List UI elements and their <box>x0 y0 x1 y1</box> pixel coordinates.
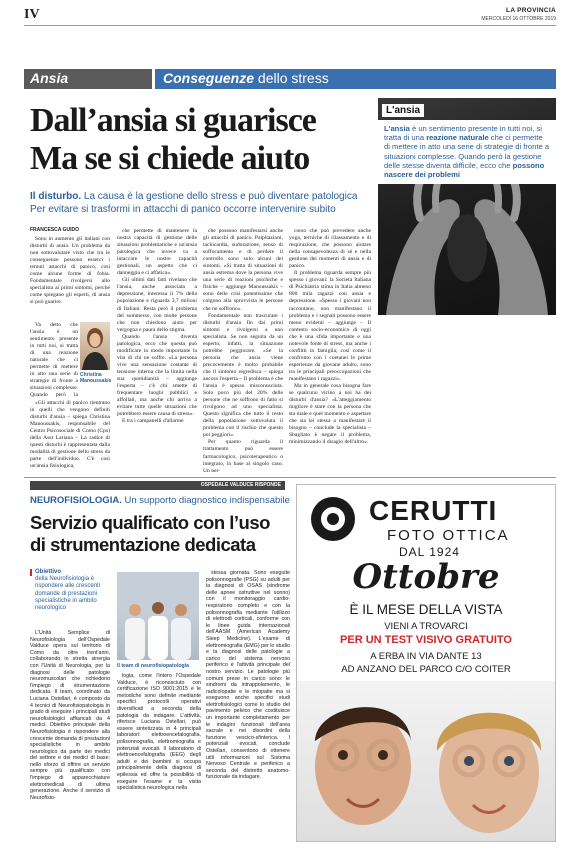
cerutti-ad[interactable] <box>296 484 556 842</box>
section-tag <box>155 69 556 89</box>
second-text: logia, come l'intero l'Ospedale Valduce, è riconosciuto con certificazione ISO 9001:2015 e le metodiche sono definite mediante specifici protocolli operativi diversificati a seconda della patologia da indagare. L'attività, riferisce Luciana Ostellari, può essere sintetizzata in 4 principali laboratori: elettroencefalografia, polisonnografia, elettromiografia e potenziali evocati. Il laboratorio di elettroencefalografia (EEG) degli adulti e dei bambini si occupa principalmente della diagnosi di epilessia ed offre la possibilità di eseguire l'esame e la visita specialistica neurologica nella <box>117 673 201 792</box>
team-illustration <box>117 572 199 660</box>
article-text: Il problema riguarda sempre più spesso i giovani: la Società Italiana di Psichiatria stima in Italia almeno 800 mila ragazzi con ansia e depressione. «Spesso i giovani non raccontano, non manifestano il problema e i segnali possono essere meno evidenti – aggiunge – Il contesto socio-economico di oggi che è una sfida importante e una notevole fonte di stress, ma anche i conflitti in famiglia, così come il confronto con i coetanei le prime esperienze da giovane adulto, sono tra le principali preoccupazioni che manifestano i ragazzi». <box>289 270 371 382</box>
portrait-illustration <box>80 322 110 370</box>
team-photo <box>117 572 199 660</box>
box-bold-2: possono nascere dei problemi <box>384 160 545 180</box>
page-number: IV <box>24 7 40 22</box>
section-bar <box>24 69 556 89</box>
faces-illustration <box>297 681 555 842</box>
subhead-line-1: La causa è la gestione dello stress e può diventare patologica <box>83 191 358 202</box>
section-tag-light: dello stress <box>257 70 329 86</box>
second-column-3 <box>206 570 290 842</box>
ad-address-2: AD ANZANO DEL PARCO C/O COITER <box>341 664 511 675</box>
second-column-2 <box>117 673 201 842</box>
second-text: stessa giornata. Sono eseguite polisonnografie (PSG) su adulti per la diagnosi di OSAS (sindrome delle apnee ostruttive nel sonno) con il monitoraggio cardio-respiratorio completo e con la polisonnografia mediante l'utilizzo di elettrodi corticali, conforme con le linee guida internazionali dell'AASM (American Academy Sleep Medicine). L'esame di elettromiografia (EMG) per lo studio e la diagnosi delle patologie a carico del sistema nervoso periferico è l'attività principale del nostro servizio. Le patologie più comuni prese in carico sono: le sindromi da intrappolamento, le radicolopatie e le miopatie ma si eseguono anche specifici studi elettrofisiologici come lo studio del pavimento pelvico che costituisce un importante completamento per le indagini funzionali dell'area sacrale e nei disordini della funzione vescico-sfinterica. I potenziali evocati, conclude Ostellari, consentono di ottenere utili informazioni sul Sistema Nervoso Centrale e periferico a seconda del distretto anatomo-funzionale da indagare. <box>206 570 290 781</box>
headline-line-2: Ma se si chiede aiuto <box>30 140 310 177</box>
issue-date: MERCOLEDÌ 16 OTTOBRE 2019 <box>481 16 556 22</box>
second-title-line-1: Servizio qualificato con l’uso <box>30 512 270 533</box>
headline-line-1: Dall’ansia si guarisce <box>30 102 316 139</box>
article-text: che permette di mantenere la nostra capacità di gestione delle situazioni problematiche e un'ansia patologica che invece va a intaccare le nostre capacità gestionali, un aspetto che ci danneggia e ci affatica». <box>117 228 197 277</box>
ad-offer: PER UN TEST VISIVO GRATUITO <box>340 634 512 646</box>
article-column-1b <box>30 322 78 400</box>
second-text: L'Unità Semplice di Neurofisiologia dell'Ospedale Valduce opera sul territorio di Como da oltre trent'anni, collaborando in stretta sinergia con l'Unità di Neurologia, per la diagnosi delle patologie neuromuscolari che richiedono l'impiego di strumentazione dedicata. Il team, coordinato da Luciana Ostellari, è composto da 4 tecnici di Neurofisiopatologia in grado di eseguire i principali studi neurofisiologici affiancati da 4 medici. Obiettivo principale della Neurofisiologia è rispondere alla crescente domanda di prestazioni specialistiche in ambito neurologico da parte dei medici del settore e dei medici di base: nello sforzo di offrire un servizio sempre più qualificato con l'impiego di apparecchiature elettromedicali di ultima generazione. Anche il servizio di Neurofisio- <box>30 630 110 801</box>
ad-address-1-text: A ERBA IN VIA DANTE <box>370 651 472 662</box>
portrait-photo <box>80 322 110 370</box>
article-text: Sono in aumento gli italiani con disturbi di ansia. Un problema da non sottovalutare visto che tra le conseguenze possono esserci i temuti attacchi di panico, così come alcune forme di fobia. Fondamentale rivolgersi allo specialista ai primi sintomi, perché come spiegano gli esperti, di ansia si può guarire. <box>30 236 110 306</box>
article-column-2 <box>117 228 197 472</box>
ad-invite: VIENI A TROVARCI <box>384 621 468 632</box>
ad-faces-image <box>297 681 555 842</box>
subhead <box>30 190 375 217</box>
subhead-line-2: Per evitare si trasformi in attacchi di panico occorre intervenire subito <box>30 204 336 216</box>
ansia-info-box <box>378 120 556 184</box>
article-column-3 <box>203 228 283 472</box>
article-text: Va detto che l'ansia è un sentimento presente in tutti noi, si tratta di una reazione naturale che ci permette di mettere in atto una serie di strategie di fronte a situazioni complesse. Quando però la <box>30 322 78 399</box>
objective-text: della Neurofisiologia è rispondere alle crescenti domande di prestazioni specialistiche in ambito neurologico <box>35 576 101 612</box>
second-column-1 <box>30 630 110 842</box>
page-header <box>24 4 556 26</box>
article-text: Ma in generale cosa bisogna fare se qualcuno vicino a noi ha dei disturbi d'ansia? «L'atteggiamento migliore è stare con la persona che sta male e quel momento e aspettare che sia lei stessa a manifestare il bisogno – conclude la specialista – Sbagliato è negare il problema, minimizzando il disagio dell'altro». <box>289 383 371 446</box>
second-title-line-2: di strumentazione dedicata <box>30 534 256 555</box>
article-column-1c <box>30 400 110 472</box>
article-text: che possono manifestarsi anche gli attacchi di panico. Palpitazioni, tachicardia, sudorazione, senso di soffocamento e di perdere il controllo sono solo alcuni dei sintomi. «Si tratta di situazioni di ansia estrema dove la persona vive una serie di reazioni psichiche e fisiche – aggiunge Manoussakis – sono delle crisi potentissime che colgono alla sprovvista le persone che ne soffrono». <box>203 228 283 312</box>
portrait-caption <box>80 372 114 384</box>
article-text: Per quanto riguarda il trattamento può essere farmacologico, psicoterapeutico o integrato, in base al singolo caso. Un per- <box>203 439 283 472</box>
article-text: Gli ultimi dati fatti rivelano che l'ansia, anche associata a depressione, interessa il 7% della popolazione e riguarda 3,7 milioni di Italiani. Resta però il problema del sommerso, con molte persone che non chiedono aiuto per vergogna e paura dello stigma. <box>117 277 197 333</box>
second-title <box>30 512 290 556</box>
team-photo-caption: Il team di neurofisiopatologia <box>117 663 190 669</box>
article-text: «Gli attacchi di panico rientrano in quelli che vengono definiti disturbi d'ansia – spiega Christina Manoussakis, responsabile del Centro Psicosociale di Como (Cps) della Asst Lariana – La radice di questi disturbi è rappresentata dalla modalità di gestione dello stress da parte dell'individuo. C'è così un'ansia fisiologica, <box>30 400 110 470</box>
article-text: Quando l'ansia diventa patologica, ecco che questa può modificare in modo importante la vita di chi ne soffre. «La persona vive una sensazione costante di tensione interna che la limita nella sua quotidianità – aggiunge l'esperta – c'è chi smette di frequentare luoghi pubblici e affollati, ma anche chi arriva a evitare tutte quelle situazioni che potrebbero essere causa di stress». <box>117 333 197 418</box>
box-bold-1: reazione naturale <box>426 133 489 143</box>
ad-month-line: È IL MESE DELLA VISTA <box>349 602 503 617</box>
subhead-lead: Il disturbo. <box>30 191 82 202</box>
ad-address-1 <box>297 651 555 662</box>
byline: FRANCESCA GUIDO <box>30 227 79 233</box>
article-text: corso che può prevedere anche yoga, tecniche di rilassamento e di respirazione, che possono aiutare nella consapevolezza di sé e nella gestione dei momenti di ansia e di panico. <box>289 228 371 270</box>
section-name: Ansia <box>24 69 152 89</box>
box-term: L'ansia <box>384 124 410 133</box>
second-kicker-light: Un supporto diagnostico indispensabile <box>124 495 290 506</box>
article-text: E tra i campanelli d'allarme <box>122 418 184 425</box>
box-text-1: è un sentimento presente in tutti noi, si tratta di una <box>384 124 542 143</box>
article-column-1a <box>30 236 110 322</box>
objective-label: Obiettivo <box>30 569 110 576</box>
box-text-2: che ci permette di mettere in atto una serie di strategie di fronte a situazioni complesse. Quando però la gestione delle stesse diventa difficile, ecco che <box>384 133 550 170</box>
portrait-name: Christina <box>80 372 102 378</box>
ad-brand: CERUTTI <box>369 495 498 526</box>
ad-address-1-number: 13 <box>471 651 482 662</box>
cerutti-logo-icon <box>311 497 355 541</box>
article-text: Fondamentale non trascurare i disturbi d'ansia fin dai primi sintomi e rivolgersi a uno specialista. Se non seguita da un esperto, infatti, la situazione potrebbe peggiorare. «Se la persona che ansia viene precocemente è molto probabile che il sintomo regredisca – spiega ancora l'esperta – Il problema è che l'ansia è spesso misconosciuta. Solo poco più del 20% delle persone che ne soffrono di fatto si rivolgono ad uno specialista. Questo significa che tutto il resto della popolazione sottovaluta il problema con il rischio che questo poi peggiori». <box>203 312 283 439</box>
section-divider <box>24 477 556 478</box>
ad-since: DAL 1924 <box>399 545 460 559</box>
headline <box>30 102 370 178</box>
paper-name: LA PROVINCIA <box>506 7 556 14</box>
second-kicker <box>30 495 290 506</box>
ad-script: Ottobre <box>352 557 500 597</box>
article-column-4 <box>289 228 371 472</box>
box-title: L'ansia <box>382 104 424 117</box>
portrait-surname: Manoussakis <box>80 378 112 384</box>
second-kicker-bold: NEUROFISIOLOGIA. <box>30 495 122 506</box>
objective-callout <box>30 569 110 612</box>
section-tag-bold: Conseguenze <box>163 70 255 86</box>
second-topbar: OSPEDALE VALDUCE RISPONDE <box>30 481 285 490</box>
ad-subtitle: FOTO OTTICA <box>387 527 510 544</box>
